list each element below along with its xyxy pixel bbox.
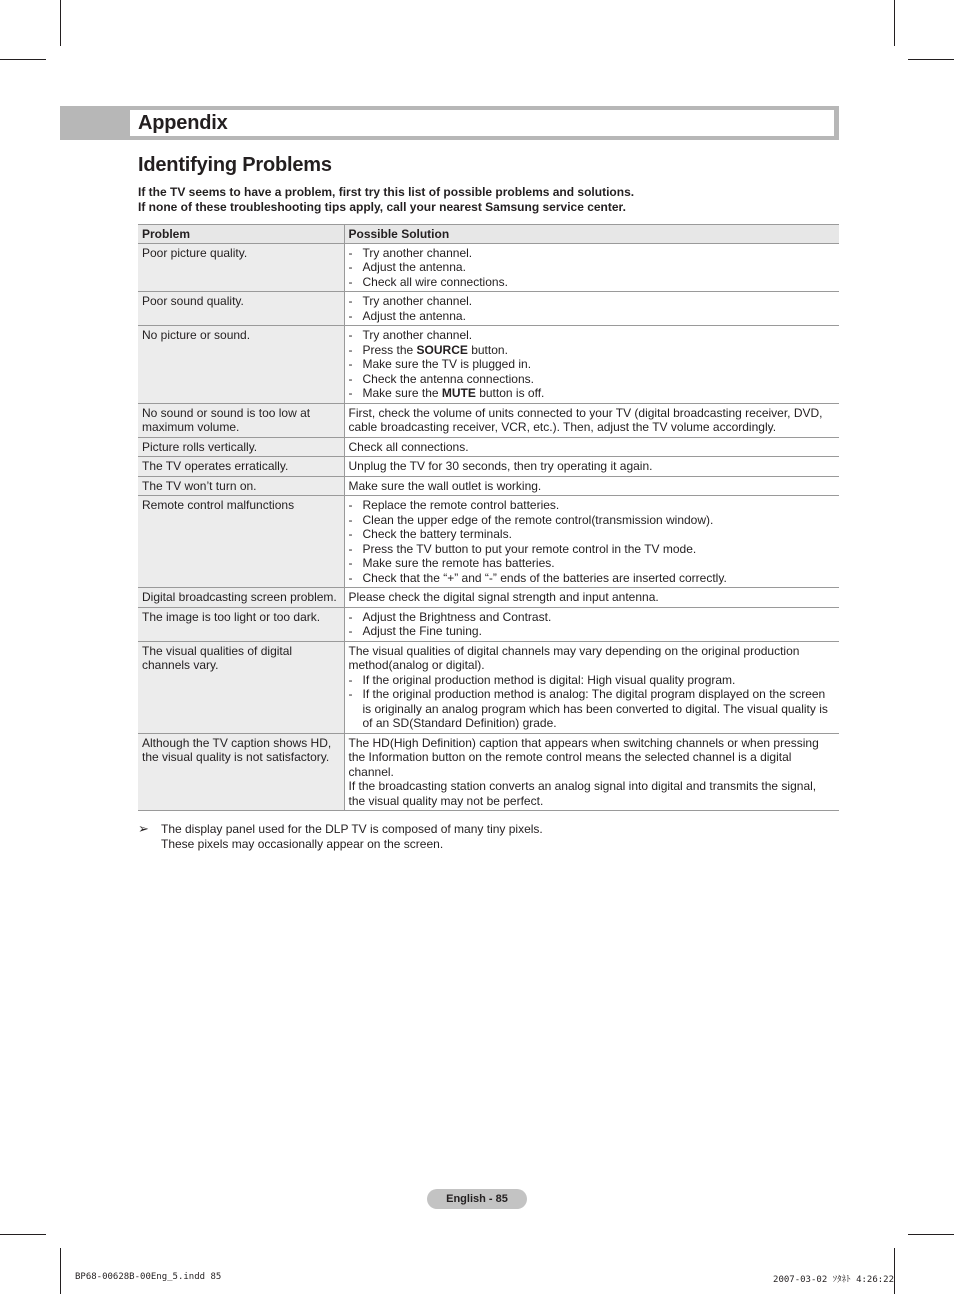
problem-cell: Poor picture quality. (138, 243, 344, 292)
list-item: - Replace the remote control batteries. (349, 498, 836, 513)
intro-line: If the TV seems to have a problem, first try this list of possible problems and solutions. (138, 185, 635, 199)
problem-cell: Although the TV caption shows HD, the visual quality is not satisfactory. (138, 733, 344, 811)
solution-paragraph: The HD(High Definition) caption that appears when switching channels or when pressing the Information button on the remote control means the selected channel is a digital channel. (348, 735, 819, 779)
solution-cell (344, 607, 839, 641)
list-item-text: Make sure the (362, 386, 442, 400)
solution-text: Please check the digital signal strength and input antenna. (348, 590, 659, 604)
problem-cell: Remote control malfunctions (138, 496, 344, 588)
solution-list (349, 294, 836, 323)
table-row (138, 437, 839, 457)
list-item: - Adjust the antenna. (349, 260, 836, 275)
solution-text: Check all connections. (348, 439, 469, 454)
table-row (138, 588, 839, 608)
table-row (138, 496, 839, 588)
table-row (138, 243, 839, 292)
problem-cell: Picture rolls vertically. (138, 437, 344, 457)
solution-cell (344, 476, 839, 496)
solution-cell (344, 243, 839, 292)
solution-list (349, 673, 836, 731)
crop-mark (894, 0, 895, 46)
table-row (138, 292, 839, 326)
problem-cell: The TV won’t turn on. (138, 476, 344, 496)
problem-cell: No sound or sound is too low at maximum volume. (138, 403, 344, 437)
list-item (349, 343, 836, 358)
solution-paragraph: If the broadcasting station converts an analog signal into digital and transmits the signal, the visual quality may not be perfect. (348, 779, 817, 808)
list-item-text: Press the (362, 342, 417, 357)
list-item: - Check the battery terminals. (349, 527, 836, 542)
column-header-solution: Possible Solution (344, 225, 839, 244)
solution-list (349, 328, 836, 401)
problem-cell: The visual qualities of digital channels vary. (138, 641, 344, 733)
crop-mark (60, 0, 61, 46)
table-row (138, 476, 839, 496)
list-item (349, 386, 836, 401)
solution-cell (344, 292, 839, 326)
solution-text: First, check the volume of units connected to your TV (digital broadcasting receiver, DVD, cable broadcasting receiver, VCR, etc.). Then, adjust the TV volume accordingly. (348, 405, 823, 434)
table-row (138, 607, 839, 641)
list-item: - If the original production method is digital: High visual quality program. (349, 673, 836, 688)
note-line: These pixels may occasionally appear on the screen. (161, 836, 444, 851)
problem-cell: Digital broadcasting screen problem. (138, 588, 344, 608)
solution-list (349, 498, 836, 585)
page-title: Identifying Problems (138, 154, 332, 176)
solution-cell (344, 457, 839, 477)
note-text (161, 822, 543, 851)
print-slug-left: BP68-00628B-00Eng_5.indd 85 (75, 1272, 222, 1282)
solution-cell (344, 437, 839, 457)
solution-cell (344, 496, 839, 588)
list-item: - If the original production method is analog: The digital program displayed on the screen is originally an analog program which has been converted to digital. The visual quality is of an SD(Standard Definition) grade. (349, 687, 836, 731)
column-header-problem: Problem (138, 225, 344, 244)
crop-mark (894, 1248, 895, 1294)
solution-list (349, 246, 836, 290)
table-body (138, 243, 839, 811)
button-name-label: MUTE (441, 386, 476, 400)
intro-line: If none of these troubleshooting tips apply, call your nearest Samsung service center. (138, 199, 626, 214)
table-row (138, 403, 839, 437)
solution-cell (344, 641, 839, 733)
problem-cell: The TV operates erratically. (138, 457, 344, 477)
list-item: - Adjust the antenna. (349, 309, 836, 324)
print-slug-right: 2007-03-02 ｿﾀﾈﾄ 4:26:22 (773, 1275, 894, 1285)
list-item: - Check that the “+” and “-” ends of the batteries are inserted correctly. (349, 571, 836, 586)
crop-mark (908, 1234, 954, 1235)
problem-cell: Poor sound quality. (138, 292, 344, 326)
crop-mark (0, 1234, 46, 1235)
button-name-label: SOURCE (416, 342, 468, 357)
crop-mark (60, 1248, 61, 1294)
problem-cell: The image is too light or too dark. (138, 607, 344, 641)
list-item-text: button. (467, 342, 508, 357)
table-row (138, 641, 839, 733)
solution-text: Make sure the wall outlet is working. (348, 478, 542, 493)
solution-cell (344, 588, 839, 608)
intro-text (138, 185, 838, 214)
solution-list (349, 610, 836, 639)
page-number-badge: English - 85 (427, 1189, 527, 1209)
list-item: - Make sure the TV is plugged in. (349, 357, 836, 372)
solution-text: Unplug the TV for 30 seconds, then try operating it again. (348, 459, 653, 473)
table-header-row (138, 225, 839, 244)
list-item: - Check the antenna connections. (349, 372, 836, 387)
list-item-text: button is off. (475, 386, 545, 400)
list-item: - Try another channel. (349, 328, 836, 343)
list-item: - Adjust the Brightness and Contrast. (349, 610, 836, 625)
list-item: - Adjust the Fine tuning. (349, 624, 836, 639)
section-header-bar (60, 106, 839, 140)
list-item: - Make sure the remote has batteries. (349, 556, 836, 571)
solution-text: The visual qualities of digital channels may vary depending on the original production method(analog or digital). (348, 643, 800, 672)
solution-cell (344, 403, 839, 437)
crop-mark (908, 59, 954, 60)
list-item: - Try another channel. (349, 246, 836, 261)
solution-cell (344, 326, 839, 404)
table-row (138, 457, 839, 477)
table-row (138, 733, 839, 811)
section-title: Appendix (138, 112, 228, 134)
section-header-inner (130, 110, 834, 136)
list-item: - Check all wire connections. (349, 275, 836, 290)
problem-cell: No picture or sound. (138, 326, 344, 404)
note-arrow-icon: ➢ (138, 821, 149, 836)
note-line: The display panel used for the DLP TV is composed of many tiny pixels. (161, 822, 543, 836)
troubleshooting-table (138, 224, 839, 811)
table-row (138, 326, 839, 404)
list-item: - Try another channel. (349, 294, 836, 309)
crop-mark (0, 59, 46, 60)
list-item: - Press the TV button to put your remote control in the TV mode. (349, 542, 836, 557)
list-item: - Clean the upper edge of the remote control(transmission window). (349, 513, 836, 528)
solution-cell (344, 733, 839, 811)
